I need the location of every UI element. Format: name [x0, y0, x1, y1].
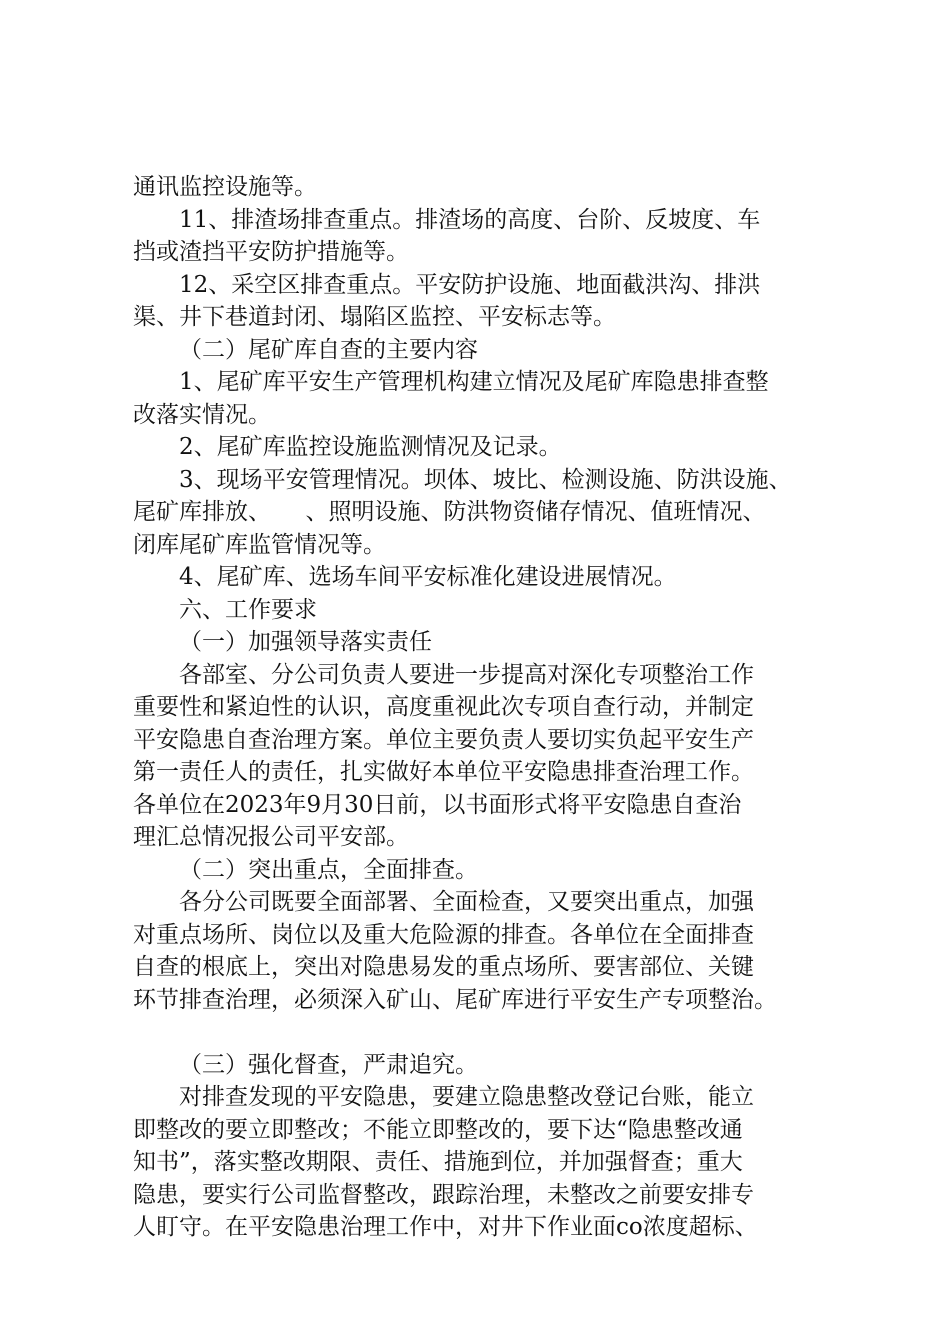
body-line: 各分公司既要全面部署、全面检查，又要突出重点，加强	[179, 889, 754, 915]
section-heading: （三）强化督查，严肃追究。	[179, 1051, 478, 1078]
body-line: 渠、井下巷道封闭、塌陷区监控、平安标志等。	[133, 304, 616, 330]
body-line: 挡或渣挡平安防护措施等。	[133, 239, 409, 265]
body-line: 通讯监控设施等。	[133, 174, 317, 200]
body-line: 即整改的要立即整改；不能立即整改的，要下达“隐患整改通	[133, 1116, 743, 1143]
body-line: 知书”，落实整改期限、责任、措施到位，并加强督查；重大	[133, 1149, 743, 1175]
body-line: 尾矿库排放、 、照明设施、防洪物资储存情况、值班情况、	[133, 499, 766, 525]
body-line: 理汇总情况报公司平安部。	[133, 824, 409, 850]
body-line: 各部室、分公司负责人要进一步提高对深化专项整治工作	[179, 661, 754, 688]
body-line: 第一责任人的责任，扎实做好本单位平安隐患排查治理工作。	[133, 759, 754, 785]
body-line: 3、现场平安管理情况。坝体、坡比、检测设施、防洪设施、	[179, 466, 792, 493]
section-heading: （二）突出重点，全面排查。	[179, 856, 478, 883]
body-line: 人盯守。在平安隐患治理工作中，对井下作业面co浓度超标、	[133, 1214, 758, 1240]
blank-line	[133, 1016, 833, 1049]
body-line: 11、排渣场排查重点。排渣场的高度、台阶、反坡度、车	[179, 206, 761, 233]
section-heading: （二）尾矿库自查的主要内容	[179, 336, 478, 363]
body-line: 重要性和紧迫性的认识，高度重视此次专项自查行动，并制定	[133, 694, 754, 720]
body-line: 12、采空区排查重点。平安防护设施、地面截洪沟、排洪	[179, 271, 761, 298]
section-heading: 六、工作要求	[179, 596, 317, 623]
body-line: 改落实情况。	[133, 401, 271, 428]
document-body	[133, 171, 833, 1244]
body-line: 闭库尾矿库监管情况等。	[133, 531, 386, 558]
body-line: 平安隐患自查治理方案。单位主要负责人要切实负起平安生产	[133, 726, 754, 753]
body-line: 各单位在2023年9月30日前，以书面形式将平安隐患自查治	[133, 791, 742, 818]
body-line: 2、尾矿库监控设施监测情况及记录。	[179, 434, 562, 460]
section-heading: （一）加强领导落实责任	[179, 629, 432, 655]
body-line: 对排查发现的平安隐患，要建立隐患整改登记台账，能立	[179, 1084, 754, 1110]
body-line: 1、尾矿库平安生产管理机构建立情况及尾矿库隐患排查整	[179, 369, 769, 395]
body-line: 自查的根底上，突出对隐患易发的重点场所、要害部位、关键	[133, 954, 754, 980]
body-line: 环节排查治理，必须深入矿山、尾矿库进行平安生产专项整治。	[133, 986, 777, 1013]
body-line: 对重点场所、岗位以及重大危险源的排查。各单位在全面排查	[133, 921, 754, 948]
body-line: 隐患，要实行公司监督整改，跟踪治理，未整改之前要安排专	[133, 1181, 754, 1208]
body-line: 4、尾矿库、选场车间平安标准化建设进展情况。	[179, 564, 677, 590]
